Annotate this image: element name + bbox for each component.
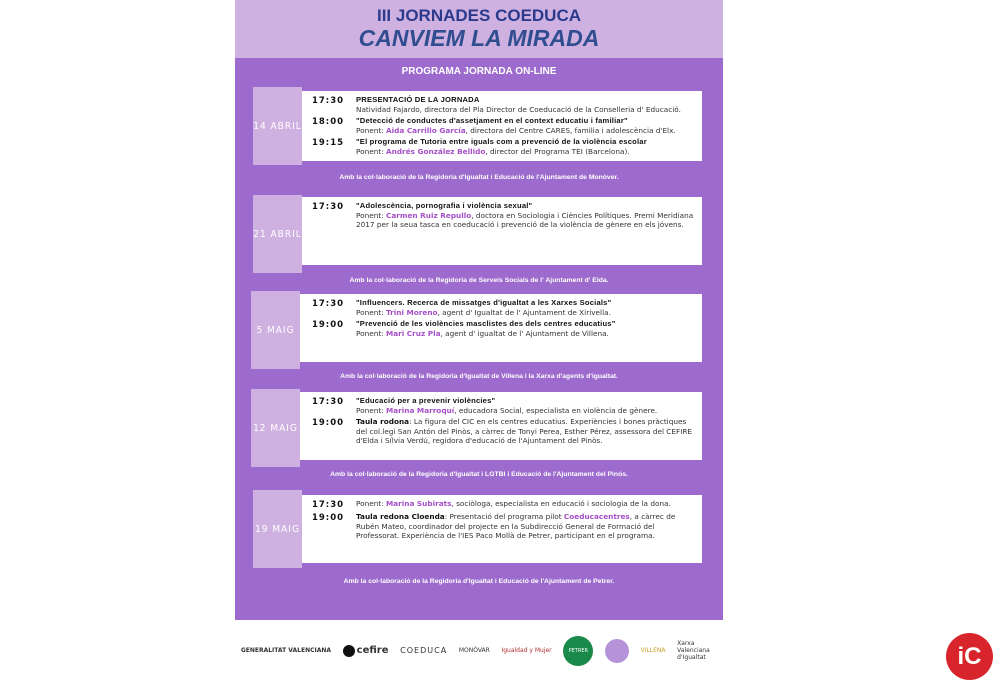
description-text: Taula redona Cloenda bbox=[356, 512, 445, 521]
collaboration-caption: Amb la col·laboració de la Regidoria d'Igualtat de Villena i la Xarxa d'agents d'igualtat. bbox=[340, 373, 618, 380]
description-text: , agent d' Igualtat de l' Ajuntament de Xirivella. bbox=[437, 307, 611, 317]
speaker-name: Trini Moreno bbox=[385, 307, 438, 317]
description-text: , agent d' igualtat de l' Ajuntament de Villena. bbox=[440, 328, 609, 338]
speaker-name: Andrés González Bellido bbox=[385, 146, 486, 156]
speaker-name: Coeducacentres bbox=[563, 512, 630, 521]
logo-petrer: PETRER bbox=[563, 636, 593, 666]
day-date: 12 MAIG bbox=[251, 389, 300, 467]
session-title: "Influencers. Recerca de missatges d'igualtat a les Xarxes Socials" bbox=[356, 298, 612, 307]
session-title: "El programa de Tutoria entre iguals com a prevenció de la violència escolar bbox=[356, 137, 647, 146]
session-time: 17:30 bbox=[311, 202, 345, 212]
logo-monovar: MONÒVAR bbox=[458, 647, 490, 654]
day-date: 14 ABRIL bbox=[253, 87, 302, 165]
session-time: 17:30 bbox=[311, 397, 345, 407]
collaboration-caption: Amb la col·laboració de la Regidoria d'Igualtat i Educació de l'Ajuntament de Petrer. bbox=[343, 578, 615, 585]
logo-cefire: cefire bbox=[343, 645, 389, 657]
description-text: , directora del Centre CARES, familia i adolescència d'Elx. bbox=[465, 125, 676, 135]
description-text: Natividad Fajardo, directora del Pla Director de Coeducació de la Conselleria d' Educació. bbox=[356, 104, 681, 114]
logo-seal bbox=[605, 639, 629, 663]
session bbox=[300, 137, 698, 156]
speaker-name: Marina Marroquí bbox=[385, 405, 455, 415]
session bbox=[300, 201, 698, 230]
header bbox=[235, 0, 723, 58]
session-title: "Educació per a prevenir violències" bbox=[356, 396, 496, 405]
session bbox=[300, 499, 698, 510]
session-content bbox=[356, 298, 698, 317]
session-time: 18:00 bbox=[311, 117, 345, 127]
day-schedule bbox=[300, 392, 702, 460]
session-description bbox=[356, 147, 698, 157]
session-time: 19:15 bbox=[311, 138, 345, 148]
description-text: , a càrrec de Rubén Mateo, coordinador del projecte en la Subdirecció General de Formació del Professorat. Experiència de l'IES Paco Mollà de Petrer, participant en el programa. bbox=[356, 512, 676, 540]
description-text: , doctora en Sociologia i Ciències Polítiques. Premi Meridiana 2017 per la seua tasca en coeducació i prevenció de la violència de gènere en els jóvens. bbox=[356, 210, 694, 229]
session-title: PRESENTACIÓ DE LA JORNADA bbox=[356, 95, 480, 104]
day-schedule bbox=[300, 495, 702, 563]
poster bbox=[235, 0, 723, 681]
session bbox=[300, 298, 698, 317]
program-body bbox=[235, 58, 723, 620]
session-title: "Detecció de conductes d'assetjament en el context educatiu i familiar" bbox=[356, 116, 628, 125]
session-description bbox=[356, 211, 698, 230]
day-schedule bbox=[300, 197, 702, 265]
logo-coeduca: COEDUCA bbox=[400, 646, 448, 655]
collaboration-caption: Amb la col·laboració de la Regidoria d'Igualtat i LGTBI i Educació de l'Ajuntament del Pinós. bbox=[330, 471, 628, 478]
logo-generalitat: GENERALITAT VALENCIANA bbox=[240, 647, 332, 654]
day-date: 5 MAIG bbox=[251, 291, 300, 369]
description-text: , educadora Social, especialista en violència de gènere. bbox=[454, 405, 658, 415]
session-content bbox=[356, 512, 698, 541]
session-time: 19:00 bbox=[311, 320, 345, 330]
session-title: "Adolescència, pornografia i violència sexual" bbox=[356, 201, 533, 210]
session-content bbox=[356, 95, 698, 114]
description-text: Ponent: bbox=[356, 125, 386, 135]
day-schedule bbox=[300, 294, 702, 362]
session-time: 19:00 bbox=[311, 513, 345, 523]
session-content bbox=[356, 417, 698, 446]
session-description bbox=[356, 512, 698, 541]
program-title: PROGRAMA JORNADA ON-LINE bbox=[401, 66, 557, 77]
event-subtitle: CANVIEM LA MIRADA bbox=[358, 25, 600, 51]
description-text: Ponent: bbox=[356, 146, 386, 156]
description-text: Ponent: bbox=[356, 307, 386, 317]
session-content bbox=[356, 319, 698, 338]
session-time: 19:00 bbox=[311, 418, 345, 428]
session bbox=[300, 512, 698, 541]
speaker-name: Carmen Ruiz Repullo bbox=[385, 210, 472, 220]
sponsor-logos bbox=[235, 620, 723, 681]
session-content bbox=[356, 116, 698, 135]
session-content bbox=[356, 137, 698, 156]
description-text: Ponent: bbox=[356, 328, 386, 338]
description-text: : La figura del CIC en els centres educatius. Experiències i bones pràctiques del col.legi San Antón del Pinòs, a càrrec de Tonyi Perea, Esther Pérez, assessora del CEFIRE d'Elda i Sílvia Verdú, regidora d'educació de l'Ajuntament del Pinòs. bbox=[356, 417, 693, 445]
session bbox=[300, 116, 698, 135]
description-text: Taula rodona bbox=[356, 417, 410, 426]
collaboration-caption: Amb la col·laboració de la Regidoria d'Igualtat i Educació de l'Ajuntament de Monòver. bbox=[339, 174, 619, 181]
session-description bbox=[356, 417, 698, 446]
session bbox=[300, 319, 698, 338]
corner-logo: iC bbox=[946, 633, 993, 680]
session-time: 17:30 bbox=[311, 96, 345, 106]
day-schedule bbox=[300, 91, 702, 161]
session-time: 17:30 bbox=[311, 500, 345, 510]
session-description bbox=[356, 499, 698, 509]
logo-xarxa: Xarxa Valenciana d'Igualtat bbox=[677, 640, 710, 661]
session-description bbox=[356, 329, 698, 339]
session-description bbox=[356, 126, 698, 136]
description-text: Ponent: bbox=[356, 405, 386, 415]
speaker-name: Mari Cruz Pla bbox=[385, 328, 441, 338]
session bbox=[300, 95, 698, 114]
logo-villena: VILLENA bbox=[640, 647, 666, 654]
description-text: Ponent: bbox=[356, 499, 386, 508]
session bbox=[300, 417, 698, 446]
session-time: 17:30 bbox=[311, 299, 345, 309]
session bbox=[300, 396, 698, 415]
event-title: III JORNADES COEDUCA bbox=[376, 6, 582, 25]
description-text: : Presentació del programa pilot bbox=[444, 512, 564, 521]
session-description bbox=[356, 406, 698, 416]
session-content bbox=[356, 201, 698, 230]
session-description bbox=[356, 105, 698, 115]
collaboration-caption: Amb la col·laboració de la Regidoria de Serveis Socials de l' Ajuntament d' Elda. bbox=[349, 277, 609, 284]
logo-igualdad: Igualdad y Mujer bbox=[501, 647, 552, 654]
description-text: , director del Programa TEI (Barcelona). bbox=[485, 146, 630, 156]
day-date: 19 MAIG bbox=[253, 490, 302, 568]
session-description bbox=[356, 308, 698, 318]
description-text: , sociòloga, especialista en educació i sociologia de la dona. bbox=[451, 499, 671, 508]
day-date: 21 ABRIL bbox=[253, 195, 302, 273]
speaker-name: Marina Subirats bbox=[385, 499, 452, 508]
session-content bbox=[356, 396, 698, 415]
description-text: Ponent: bbox=[356, 210, 386, 220]
speaker-name: Aida Carrillo García bbox=[385, 125, 466, 135]
session-title: "Prevenció de les violències masclistes des dels centres educatius" bbox=[356, 319, 616, 328]
session-content bbox=[356, 499, 698, 510]
